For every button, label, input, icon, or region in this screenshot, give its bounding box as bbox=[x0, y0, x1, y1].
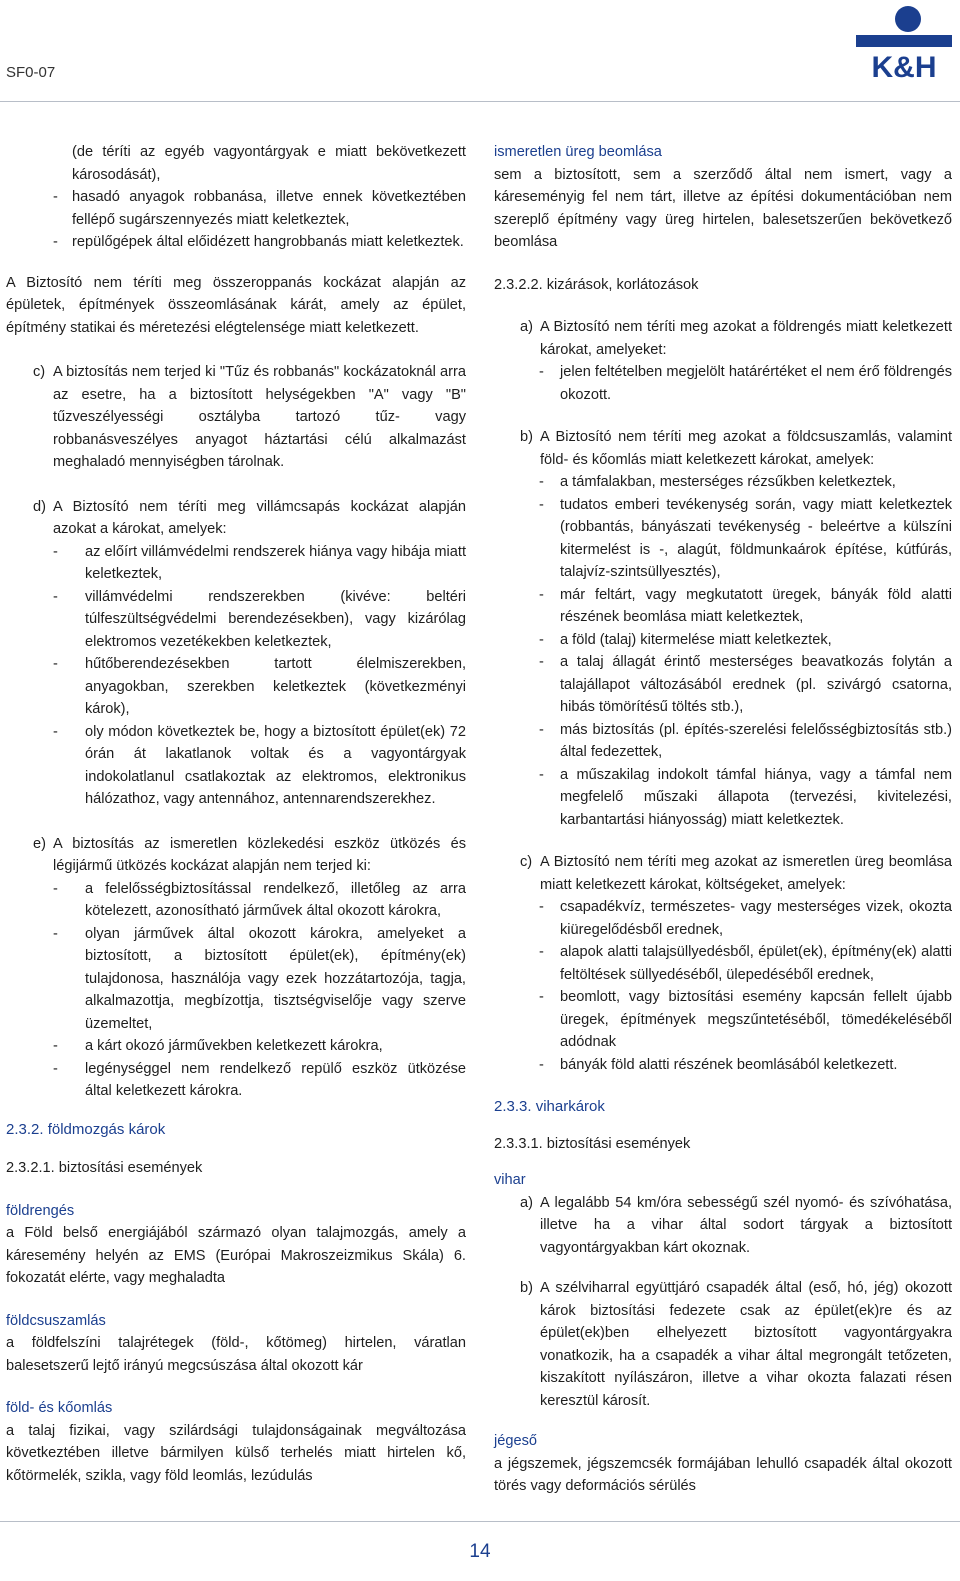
svg-text:K&H: K&H bbox=[871, 51, 937, 80]
list-item: - jelen feltételben megjelölt határértéket el nem érő földrengés okozott. bbox=[539, 364, 952, 403]
exclusion-a: a) A Biztosító nem téríti meg azokat a földrengés miatt keletkezett károkat, amelyeket: - jelen feltételben megjelölt határértéket el nem érő földrengés okozott. bbox=[494, 316, 952, 406]
intro-line: (de téríti az egyéb vagyontárgyak e miatt bekövetkezett károsodását), bbox=[72, 144, 466, 183]
storm-clause-a: a) A legalább 54 km/óra sebességű szél nyomó- és szívóhatása, illetve ha a vihar által sodort tárgyak a biztosított vagyontárgyakban kárt okoznak. bbox=[520, 1194, 952, 1256]
definition-foldrenges: a Föld belső energiájából származó olyan talajmozgás, amely a káresemény helyén az EMS (Európai Makroszeizmikus Skála) 6. fokozatát elérte, vagy meghaladta bbox=[6, 1225, 466, 1286]
list-item: - bányák föld alatti részének beomlásából keletkezett. bbox=[539, 1056, 898, 1073]
page-number: 14 bbox=[469, 1541, 491, 1562]
paragraph-collapse: A Biztosító nem téríti meg összeroppanás kockázat alapján az épületek, építmények összeomlásának kárát, amely az épület, építmény statikai és méretezési elégtelensége miatt keletkezett. bbox=[6, 274, 466, 336]
section-heading: 2.3.3. viharkárok bbox=[494, 1098, 605, 1115]
section-heading: 2.3.2. földmozgás károk bbox=[6, 1120, 166, 1138]
list-item: - a föld (talaj) kitermelése miatt keletkeztek, bbox=[539, 631, 832, 648]
list-item: - olyan járművek által okozott károkra, amelyeket a biztosított, a biztosított épület(ek), építmény(ek) tulajdonosa, használója vagy ezek hozzátartozója, tagja, alkalmazottja, megbízottja, tisztségviselője vagy szerve üzemeltet, bbox=[53, 925, 466, 1032]
subsection-heading: 2.3.3.1. biztosítási események bbox=[494, 1135, 691, 1152]
right-column bbox=[494, 141, 952, 1498]
intro-dash-item: - hasadó anyagok robbanása, illetve ennek következtében fellépő sugárszennyezés miatt keletkeztek, bbox=[53, 189, 466, 228]
document-code: SF0-07 bbox=[6, 64, 56, 81]
list-item: - már feltárt, vagy megkutatott üregek, bányák föld alatti részének beomlása miatt keletkeztek, bbox=[539, 586, 952, 625]
clause-c: c) A biztosítás nem terjed ki "Tűz és robbanás" kockázatoknál arra az esetre, ha a biztosított helységekben "A" vagy "B" tűzveszélyességi osztályba tartozó tűz- vagy robbanásveszélyes anyagot háztartási célú alkalmazást meghaladó mennyiségben tárolnak. bbox=[33, 364, 466, 470]
list-item: - a kárt okozó járművekben keletkezett károkra, bbox=[53, 1038, 383, 1054]
storm-clause-b: b) A szélviharral együttjáró csapadék által (eső, hó, jég) okozott károk biztosítási fedezete csak az épület(ek)re és az épület(ek)ben elhelyezett biztosított vagyontárgyakra vonatkozik, ha a csapadék a vihar által megrongált tetőzeten, kiszakított nyílászáron, illetve a vihar okozta falazati résen keresztül károsít. bbox=[520, 1280, 952, 1409]
list-item: - hűtőberendezésekben tartott élelmiszerekben, anyagokban, szerekben keletkeztek (következményi károk), bbox=[53, 656, 466, 717]
list-item: - tudatos emberi tevékenység során, vagy miatt keletkeztek (robbantás, bányászati tevékenység - beleértve a külszíni kitermelést is -, alagút, földmunkaárok építése, kútfúrás, talajvíz-szintsüllyesztés), bbox=[539, 496, 952, 580]
term-foldrenges: földrengés bbox=[6, 1202, 75, 1219]
list-item: - a felelősségbiztosítással rendelkező, illetőleg az arra kötelezett, azonosítható járművek által okozott károkra, bbox=[53, 880, 466, 919]
kh-logo bbox=[856, 2, 952, 80]
list-item: - oly módon következtek be, hogy a biztosított épület(ek) 72 órán át lakatlanok voltak és a vagyontárgyak indokolatlanul csatlakoztak az elektromos, elektronikus hálózathoz, vagy antennához, antennarendszerekhez. bbox=[53, 723, 466, 807]
list-item: - villámvédelmi rendszerekben (kivéve: beltéri túlfeszültségvédelmi berendezésekben), vagy kizárólag elektromos vezetékekben keletkeztek, bbox=[53, 588, 466, 650]
subsection-heading: 2.3.2.2. kizárások, korlátozások bbox=[494, 276, 699, 293]
list-item: - a támfalakban, mesterséges rézsűkben keletkeztek, bbox=[539, 474, 896, 490]
bottom-rule bbox=[0, 1521, 960, 1522]
definition-ureg: sem a biztosított, sem a szerződő által nem ismert, vagy a káreseményig fel nem tárt, illetve az építési dokumentációban nem szereplő építmény vagy üreg hirtelen, balesetszerűen bekövetkező beomlása bbox=[494, 166, 952, 250]
list-item: - alapok alatti talajsüllyedésből, épület(ek), építmény(ek) alatti feltöltések süllyedéséből, ülepedéséből erednek, bbox=[539, 944, 952, 983]
list-item: - legénységgel nem rendelkező repülő eszköz ütközése által keletkezett károkra. bbox=[53, 1060, 466, 1099]
list-item: - csapadékvíz, természetes- vagy mesterséges vizek, okozta kiüregelődésből erednek, bbox=[539, 899, 952, 938]
top-rule bbox=[0, 101, 960, 102]
definition-foldcsuszamlas: a földfelszíni talajrétegek (föld-, kőtömeg) hirtelen, váratlan balesetszerű lejtő irányú megcsúszása által okozott kár bbox=[6, 1335, 466, 1374]
list-item: - az előírt villámvédelmi rendszerek hiánya vagy hibája miatt keletkeztek, bbox=[53, 543, 466, 582]
definition-foldkoomlas: a talaj fizikai, vagy szilárdsági tulajdonságainak megváltozása következtében illetve bármilyen külső terhelés miatt hirtelen kő, kőtörmelék, szikla, vagy föld leomlás, lezúdulás bbox=[6, 1422, 466, 1484]
clause-e: e) A biztosítás az ismeretlen közlekedési eszköz ütközés és légijármű ütközés kockázat alapján nem terjed ki: - a felelősségbiztosítással rendelkező, illetőleg az arra kötelezett, azonosítható járművek által okozott károkra, - olyan járművek által okozott károkra, amelyeket a biztosított, a biztosított épület(ek), építmény(ek) tulajdonosa, használója vagy ezek hozzátartozója, tagja, alkalmazottja, megbízottja, tisztségviselője vagy szerve üzemeltet, - a kárt okozó járművekben keletkezett károkra, - legénységgel nem rendelkező repülő eszköz ütközése által keletkezett károkra. bbox=[6, 833, 466, 1103]
intro-dash-item: - repülőgépek által előidézett hangrobbanás miatt keletkeztek. bbox=[53, 234, 464, 250]
term-ureg: ismeretlen üreg beomlása bbox=[494, 144, 662, 160]
list-item: - más biztosítás (pl. építés-szerelési felelősségbiztosítás stb.) által fedezettek, bbox=[539, 721, 952, 760]
term-jegeso: jégeső bbox=[494, 1433, 538, 1449]
list-item: - a talaj állagát érintő mesterséges beavatkozás folytán a talajállapot változásából erednek (pl. szivárgó csatorna, hibás tömörítésű töltés stb.), bbox=[539, 654, 952, 715]
exclusion-b: b) A Biztosító nem téríti meg azokat a földcsuszamlás, valamint föld- és kőomlás miatt keletkezett károkat, amelyek: - a támfalakban, mesterséges rézsűkben keletkeztek, - tudatos emberi tevékenység során, vagy miatt keletkeztek (robbantás, bányászati tevékenység - beleértve a külszíni kitermelést is -, alagút, földmunkaárok építése, kútfúrás, talajvíz-szintsüllyesztés), - már feltárt, vagy megkutatott üregek, bányák föld alatti részének beomlása miatt keletkeztek, - a föld (talaj) kitermelése miatt keletkeztek, - a talaj állagát érintő mesterséges beavatkozás folytán a talajállapot változásából erednek (pl. szivárgó csatorna, hibás tömörítésű töltés stb.), - más biztosítás (pl. építés-szerelési felelősségbiztosítás stb.) által fedezettek, - a műszakilag indokolt támfal hiánya, vagy a támfal nem megfelelő műszaki állapota (tervezési, kivitelezési, karbantartási hiányosság) miatt keletkeztek. bbox=[494, 426, 952, 831]
left-column bbox=[6, 141, 466, 1487]
term-foldcsuszamlas: földcsuszamlás bbox=[6, 1312, 106, 1329]
list-item: - a műszakilag indokolt támfal hiánya, vagy a támfal nem megfelelő műszaki állapota (tervezési, kivitelezési, karbantartási hiányosság) miatt keletkeztek. bbox=[539, 766, 952, 828]
term-vihar: vihar bbox=[494, 1172, 526, 1188]
list-item: - beomlott, vagy biztosítási esemény kapcsán fellelt újabb üregek, építmények megszűntetéséből, tömedékeléséből adódnak bbox=[539, 989, 952, 1050]
exclusion-c: c) A Biztosító nem téríti meg azokat az ismeretlen üreg beomlása miatt keletkezett károkat, költségeket, amelyek: - csapadékvíz, természetes- vagy mesterséges vizek, okozta kiüregelődésből erednek, - alapok alatti talajsüllyedésből, épület(ek), építmény(ek) alatti feltöltések süllyedéséből, ülepedéséből erednek, - beomlott, vagy biztosítási esemény kapcsán fellelt újabb üregek, építmények megszűntetéséből, tömedékeléséből adódnak - bányák föld alatti részének beomlásából keletkezett. bbox=[494, 851, 952, 1076]
clause-d: d) A Biztosító nem téríti meg villámcsapás kockázat alapján azokat a károkat, amelyek: - az előírt villámvédelmi rendszerek hiánya vagy hibája miatt keletkeztek, - villámvédelmi rendszerekben (kivéve: beltéri túlfeszültségvédelmi berendezésekben), vagy kizárólag elektromos vezetékekben keletkeztek, - hűtőberendezésekben tartott élelmiszerekben, anyagokban, szerekben keletkeztek (következményi károk), - oly módon következtek be, hogy a biztosított épület(ek) 72 órán át lakatlanok voltak és a vagyontárgyak indokolatlanul csatlakoztak az elektromos, elektronikus hálózathoz, vagy antennához, antennarendszerekhez. bbox=[6, 496, 466, 811]
term-foldkoomlas: föld- és kőomlás bbox=[6, 1400, 113, 1416]
subsection-heading: 2.3.2.1. biztosítási események bbox=[6, 1160, 203, 1176]
definition-jegeso: a jégszemek, jégszemcsék formájában lehulló csapadék által okozott törés vagy deformációs sérülés bbox=[494, 1455, 952, 1494]
